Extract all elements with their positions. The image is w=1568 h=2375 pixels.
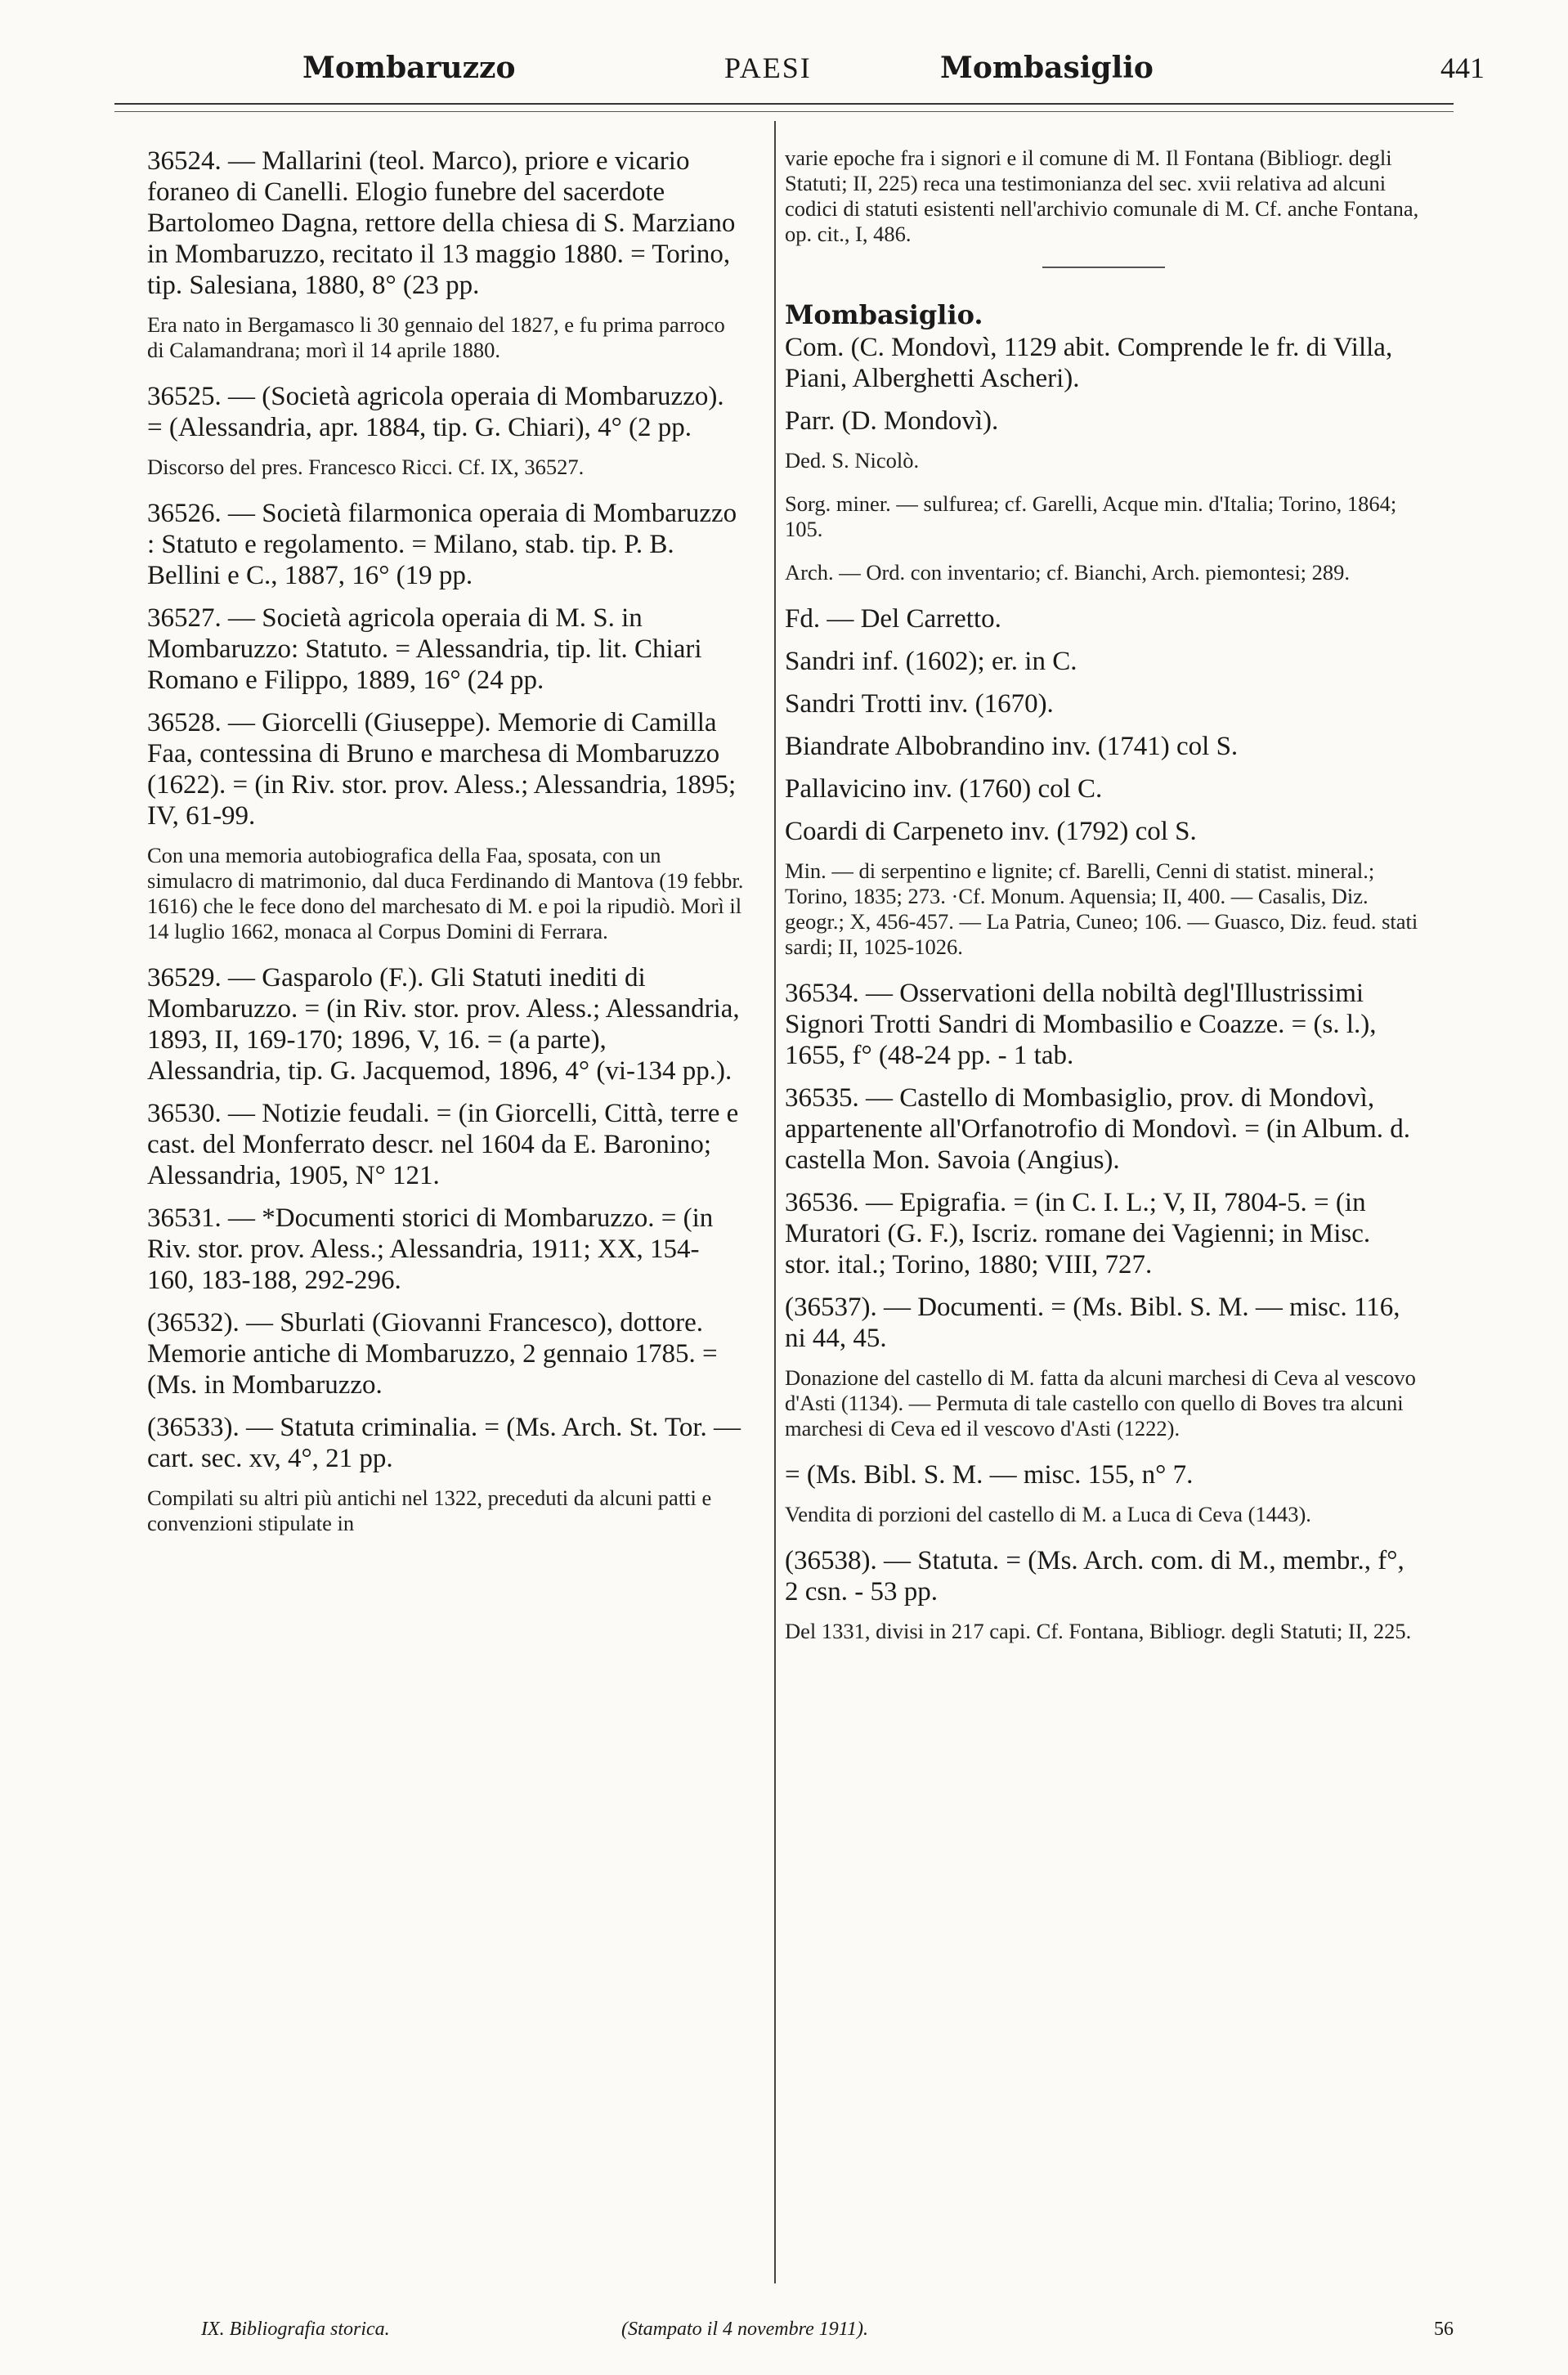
bibliography-entry: 36525. — (Società agricola operaia di Mombaruzzo). = (Alessandria, apr. 1884, tip. G. Chiari), 4° (2 pp.	[147, 382, 724, 442]
entry-note: Era nato in Bergamasco li 30 gennaio del 1827, e fu prima parroco di Calamandrana; morì il 14 aprile 1880.	[147, 312, 725, 362]
bibliography-entry: 36534. — Osservationi della nobiltà degl'Illustrissimi Signori Trotti Sandri di Mombasilio e Coazze. = (s. l.), 1655, f° (48-24 pp. - 1 tab.	[785, 979, 1377, 1070]
entry-note: Discorso del pres. Francesco Ricci. Cf. IX, 36527.	[147, 455, 585, 479]
bibliography-entry: 36530. — Notizie feudali. = (in Giorcelli, Città, terre e cast. del Monferrato descr. nel 1604 da E. Baronino; Alessandria, 1905, N° 121.	[147, 1099, 739, 1190]
left-column	[147, 146, 744, 1554]
bibliography-entry: Fd. — Del Carretto.	[785, 604, 1001, 634]
bibliography-entry: Coardi di Carpeneto inv. (1792) col S.	[785, 817, 1197, 846]
column-divider	[774, 121, 776, 2283]
bibliography-entry: Biandrate Albobrandino inv. (1741) col S.	[785, 732, 1239, 761]
bibliography-entry: Parr. (D. Mondovì).	[785, 406, 999, 436]
footer-series: IX. Bibliografia storica.	[201, 2319, 390, 2340]
bibliography-entry: Sandri inf. (1602); er. in C.	[785, 647, 1077, 676]
bibliography-entry: 36529. — Gasparolo (F.). Gli Statuti inediti di Mombaruzzo. = (in Riv. stor. prov. Aless.; Alessandria, 1893, II, 169-170; 1896, V, 16. = (a parte), Alessandria, tip. G. Jacquemod, 1896, 4° (vi-134 pp.).	[147, 963, 740, 1086]
entry-note: varie epoche fra i signori e il comune di M. Il Fontana (Bibliogr. degli Statuti; II, 225) reca una testimonianza del sec. xvii relativa ad alcuni codici di statuti esistenti nell'archivio comunale di M. Cf. anche Fontana, op. cit., I, 486.	[785, 146, 1419, 246]
running-header	[131, 51, 1519, 100]
section-separator	[1042, 267, 1165, 268]
bibliography-entry: 36524. — Mallarini (teol. Marco), priore e vicario foraneo di Canelli. Elogio funebre del sacerdote Bartolomeo Dagna, rettore della chiesa di S. Marziano in Mombaruzzo, recitato il 13 maggio 1880. = Torino, tip. Salesiana, 1880, 8° (23 pp.	[147, 146, 736, 300]
bibliography-entry: (36533). — Statuta criminalia. = (Ms. Arch. St. Tor. — cart. sec. xv, 4°, 21 pp.	[147, 1413, 741, 1473]
bibliography-entry: Pallavicino inv. (1760) col C.	[785, 774, 1103, 804]
entry-note: Sorg. miner. — sulfurea; cf. Garelli, Acque min. d'Italia; Torino, 1864; 105.	[785, 491, 1397, 541]
bibliography-entry: 36535. — Castello di Mombasiglio, prov. di Mondovì, appartenente all'Orfanotrofio di Mondovì. = (in Album. d. castella Mon. Savoia (Angius).	[785, 1083, 1411, 1175]
bibliography-entry: Com. (C. Mondovì, 1129 abit. Comprende le fr. di Villa, Piani, Alberghetti Ascheri).	[785, 333, 1393, 393]
page-number: 441	[1440, 52, 1485, 84]
entry-note: Ded. S. Nicolò.	[785, 448, 920, 473]
bibliography-entry: 36527. — Società agricola operaia di M. S. in Mombaruzzo: Statuto. = Alessandria, tip. lit. Chiari Romano e Filippo, 1889, 16° (24 pp.	[147, 603, 702, 695]
bibliography-entry: (36532). — Sburlati (Giovanni Francesco), dottore. Memorie antiche di Mombaruzzo, 2 gennaio 1785. = (Ms. in Mombaruzzo.	[147, 1308, 718, 1400]
section-heading: Mombasiglio.	[785, 299, 983, 330]
bibliography-entry: 36526. — Società filarmonica operaia di Mombaruzzo : Statuto e regolamento. = Milano, stab. tip. P. B. Bellini e C., 1887, 16° (19 pp.	[147, 499, 737, 590]
header-rule	[114, 103, 1454, 105]
bibliography-entry: 36536. — Epigrafia. = (in C. I. L.; V, II, 7804-5. = (in Muratori (G. F.), Iscriz. romane dei Vagienni; in Misc. stor. ital.; Torino, 1880; VIII, 727.	[785, 1188, 1371, 1279]
footer-print-date: (Stampato il 4 novembre 1911).	[621, 2319, 868, 2340]
bibliography-entry: (36537). — Documenti. = (Ms. Bibl. S. M. — misc. 116, ni 44, 45.	[785, 1293, 1400, 1353]
bibliography-entry: (36538). — Statuta. = (Ms. Arch. com. di M., membr., f°, 2 csn. - 53 pp.	[785, 1546, 1404, 1606]
header-right-title: Mombasiglio	[940, 51, 1154, 85]
entry-note: Con una memoria autobiografica della Faa, sposata, con un simulacro di matrimonio, dal duca Ferdinando di Mantova (19 febbr. 1616) che le fece dono del marchesato di M. e poi la ripudiò. Morì il 14 luglio 1662, monaca al Corpus Domini di Ferrara.	[147, 843, 744, 943]
entry-note: Compilati su altri più antichi nel 1322, preceduti da alcuni patti e convenzioni stipulate in	[147, 1485, 712, 1535]
bibliography-entry: 36528. — Giorcelli (Giuseppe). Memorie di Camilla Faa, contessina di Bruno e marchesa di Mombaruzzo (1622). = (in Riv. stor. prov. Aless.; Alessandria, 1895; IV, 61-99.	[147, 708, 737, 831]
header-left-title: Mombaruzzo	[302, 51, 516, 85]
entry-note: Min. — di serpentino e lignite; cf. Barelli, Cenni di statist. mineral.; Torino, 1835; 273. ·Cf. Monum. Aquensia; II, 400. — Casalis, Diz. geogr.; X, 456-457. — La Patria, Cuneo; 106. — Guasco, Diz. feud. stati sardi; II, 1025-1026.	[785, 858, 1418, 959]
header-section: PAESI	[724, 52, 812, 84]
bibliography-entry: = (Ms. Bibl. S. M. — misc. 155, n° 7.	[785, 1460, 1194, 1490]
header-rule-thin	[114, 111, 1454, 112]
entry-note: Donazione del castello di M. fatta da alcuni marchesi di Ceva al vescovo d'Asti (1134). — Permuta di tale castello con quello di Boves tra alcuni marchesi di Ceva ed il vescovo d'Asti (1222).	[785, 1365, 1416, 1441]
right-column	[785, 146, 1422, 1662]
entry-note: Vendita di porzioni del castello di M. a Luca di Ceva (1443).	[785, 1502, 1311, 1526]
footer-signature: 56	[1434, 2319, 1454, 2340]
entry-note: Del 1331, divisi in 217 capi. Cf. Fontana, Bibliogr. degli Statuti; II, 225.	[785, 1619, 1412, 1643]
bibliography-entry: Sandri Trotti inv. (1670).	[785, 689, 1054, 719]
entry-note: Arch. — Ord. con inventario; cf. Bianchi, Arch. piemontesi; 289.	[785, 560, 1351, 585]
bibliography-entry: 36531. — *Documenti storici di Mombaruzzo. = (in Riv. stor. prov. Aless.; Alessandria, 1911; XX, 154-160, 183-188, 292-296.	[147, 1203, 714, 1295]
